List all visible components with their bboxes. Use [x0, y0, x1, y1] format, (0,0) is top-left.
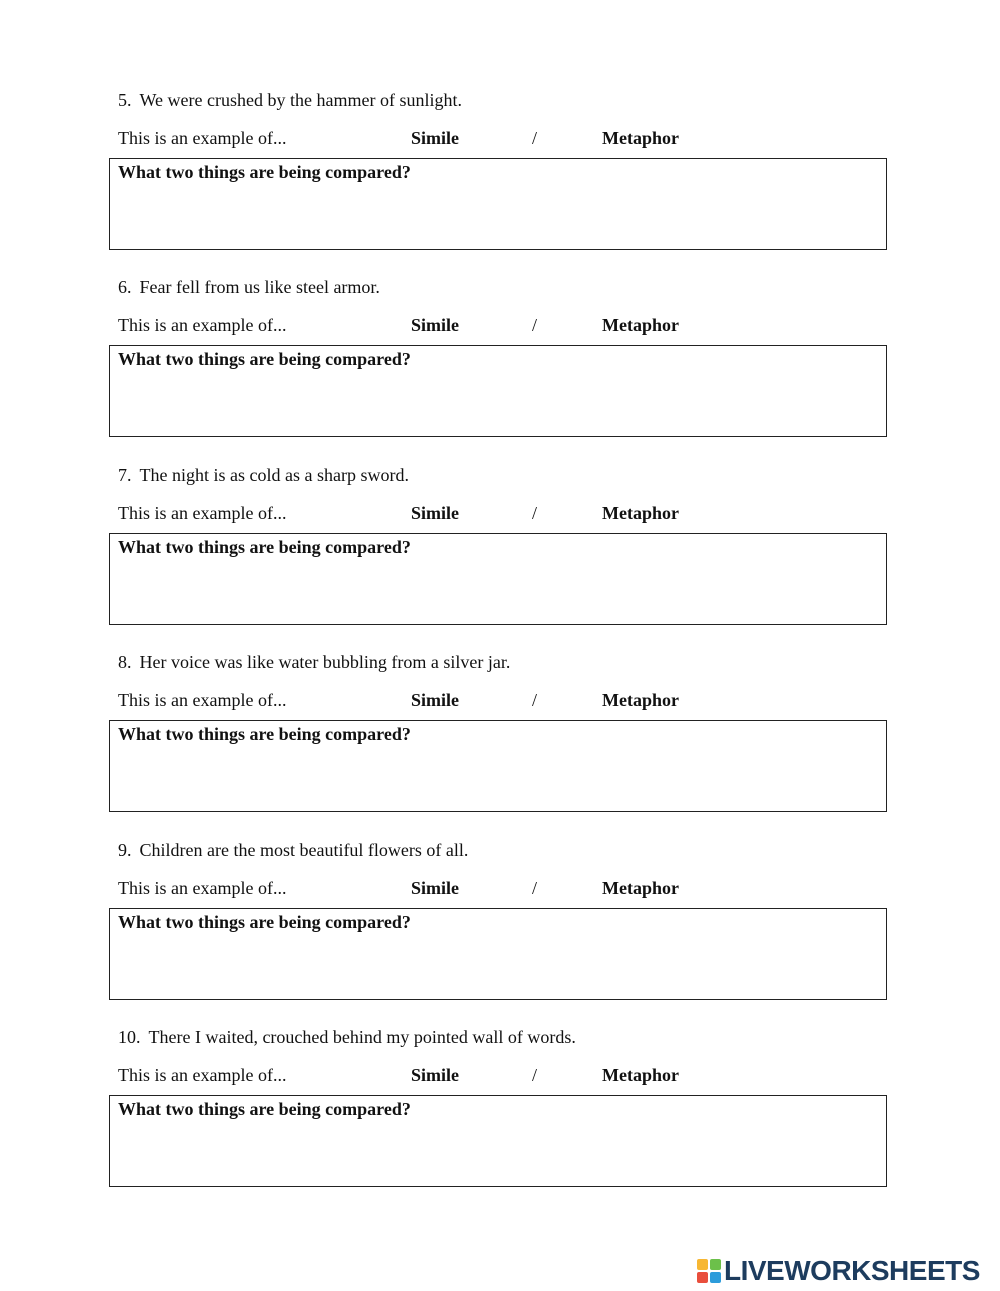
option-separator: /: [532, 690, 538, 710]
liveworksheets-logo: [697, 1255, 980, 1287]
question-sentence: [118, 89, 462, 111]
logo-block: [710, 1259, 721, 1270]
question-number: 10.: [118, 1027, 141, 1047]
example-row: [0, 314, 1000, 336]
option-separator: /: [532, 128, 538, 148]
question-sentence: [118, 1026, 576, 1048]
question-text: The night is as cold as a sharp sword.: [139, 465, 409, 485]
question-number: 5.: [118, 90, 132, 110]
logo-text: LIVEWORKSHEETS: [724, 1255, 980, 1286]
question-sentence: [118, 651, 510, 673]
logo-block: [697, 1272, 708, 1283]
simile-option[interactable]: Simile: [411, 503, 459, 523]
simile-option[interactable]: Simile: [411, 1065, 459, 1085]
question-text: Her voice was like water bubbling from a silver jar.: [139, 652, 511, 672]
logo-block: [697, 1259, 708, 1270]
compare-prompt: What two things are being compared?: [118, 1099, 411, 1119]
metaphor-option[interactable]: Metaphor: [602, 878, 679, 898]
question-block: [0, 464, 1000, 651]
simile-option[interactable]: Simile: [411, 690, 459, 710]
answer-input[interactable]: [118, 749, 880, 809]
question-text: There I waited, crouched behind my pointed wall of words.: [148, 1027, 576, 1047]
example-row: [0, 502, 1000, 524]
answer-box: [109, 720, 887, 812]
example-prompt: This is an example of...: [118, 878, 287, 898]
answer-box: [109, 908, 887, 1000]
metaphor-option[interactable]: Metaphor: [602, 128, 679, 148]
option-separator: /: [532, 1065, 538, 1085]
example-prompt: This is an example of...: [118, 690, 287, 710]
answer-input[interactable]: [118, 937, 880, 997]
example-prompt: This is an example of...: [118, 315, 287, 335]
compare-prompt: What two things are being compared?: [118, 162, 411, 182]
question-block: [0, 89, 1000, 276]
answer-box: [109, 533, 887, 625]
question-sentence: [118, 464, 409, 486]
question-number: 7.: [118, 465, 132, 485]
question-block: [0, 651, 1000, 838]
example-row: [0, 127, 1000, 149]
question-text: Children are the most beautiful flowers of all.: [139, 840, 469, 860]
option-separator: /: [532, 878, 538, 898]
example-row: [0, 877, 1000, 899]
question-block: [0, 839, 1000, 1026]
metaphor-option[interactable]: Metaphor: [602, 690, 679, 710]
option-separator: /: [532, 315, 538, 335]
question-text: Fear fell from us like steel armor.: [139, 277, 380, 297]
simile-option[interactable]: Simile: [411, 128, 459, 148]
logo-blocks-icon: [697, 1259, 721, 1283]
answer-box: [109, 1095, 887, 1187]
question-number: 6.: [118, 277, 132, 297]
metaphor-option[interactable]: Metaphor: [602, 315, 679, 335]
metaphor-option[interactable]: Metaphor: [602, 1065, 679, 1085]
question-number: 8.: [118, 652, 132, 672]
example-row: [0, 1064, 1000, 1086]
answer-input[interactable]: [118, 187, 880, 247]
example-prompt: This is an example of...: [118, 128, 287, 148]
simile-option[interactable]: Simile: [411, 315, 459, 335]
answer-input[interactable]: [118, 562, 880, 622]
answer-box: [109, 345, 887, 437]
question-sentence: [118, 839, 468, 861]
question-number: 9.: [118, 840, 132, 860]
compare-prompt: What two things are being compared?: [118, 537, 411, 557]
question-sentence: [118, 276, 380, 298]
option-separator: /: [532, 503, 538, 523]
question-block: [0, 276, 1000, 463]
example-row: [0, 689, 1000, 711]
compare-prompt: What two things are being compared?: [118, 912, 411, 932]
simile-option[interactable]: Simile: [411, 878, 459, 898]
logo-block: [710, 1272, 721, 1283]
answer-input[interactable]: [118, 1124, 880, 1184]
question-block: [0, 1026, 1000, 1213]
answer-input[interactable]: [118, 374, 880, 434]
compare-prompt: What two things are being compared?: [118, 349, 411, 369]
question-text: We were crushed by the hammer of sunlight.: [139, 90, 462, 110]
example-prompt: This is an example of...: [118, 1065, 287, 1085]
metaphor-option[interactable]: Metaphor: [602, 503, 679, 523]
answer-box: [109, 158, 887, 250]
example-prompt: This is an example of...: [118, 503, 287, 523]
compare-prompt: What two things are being compared?: [118, 724, 411, 744]
